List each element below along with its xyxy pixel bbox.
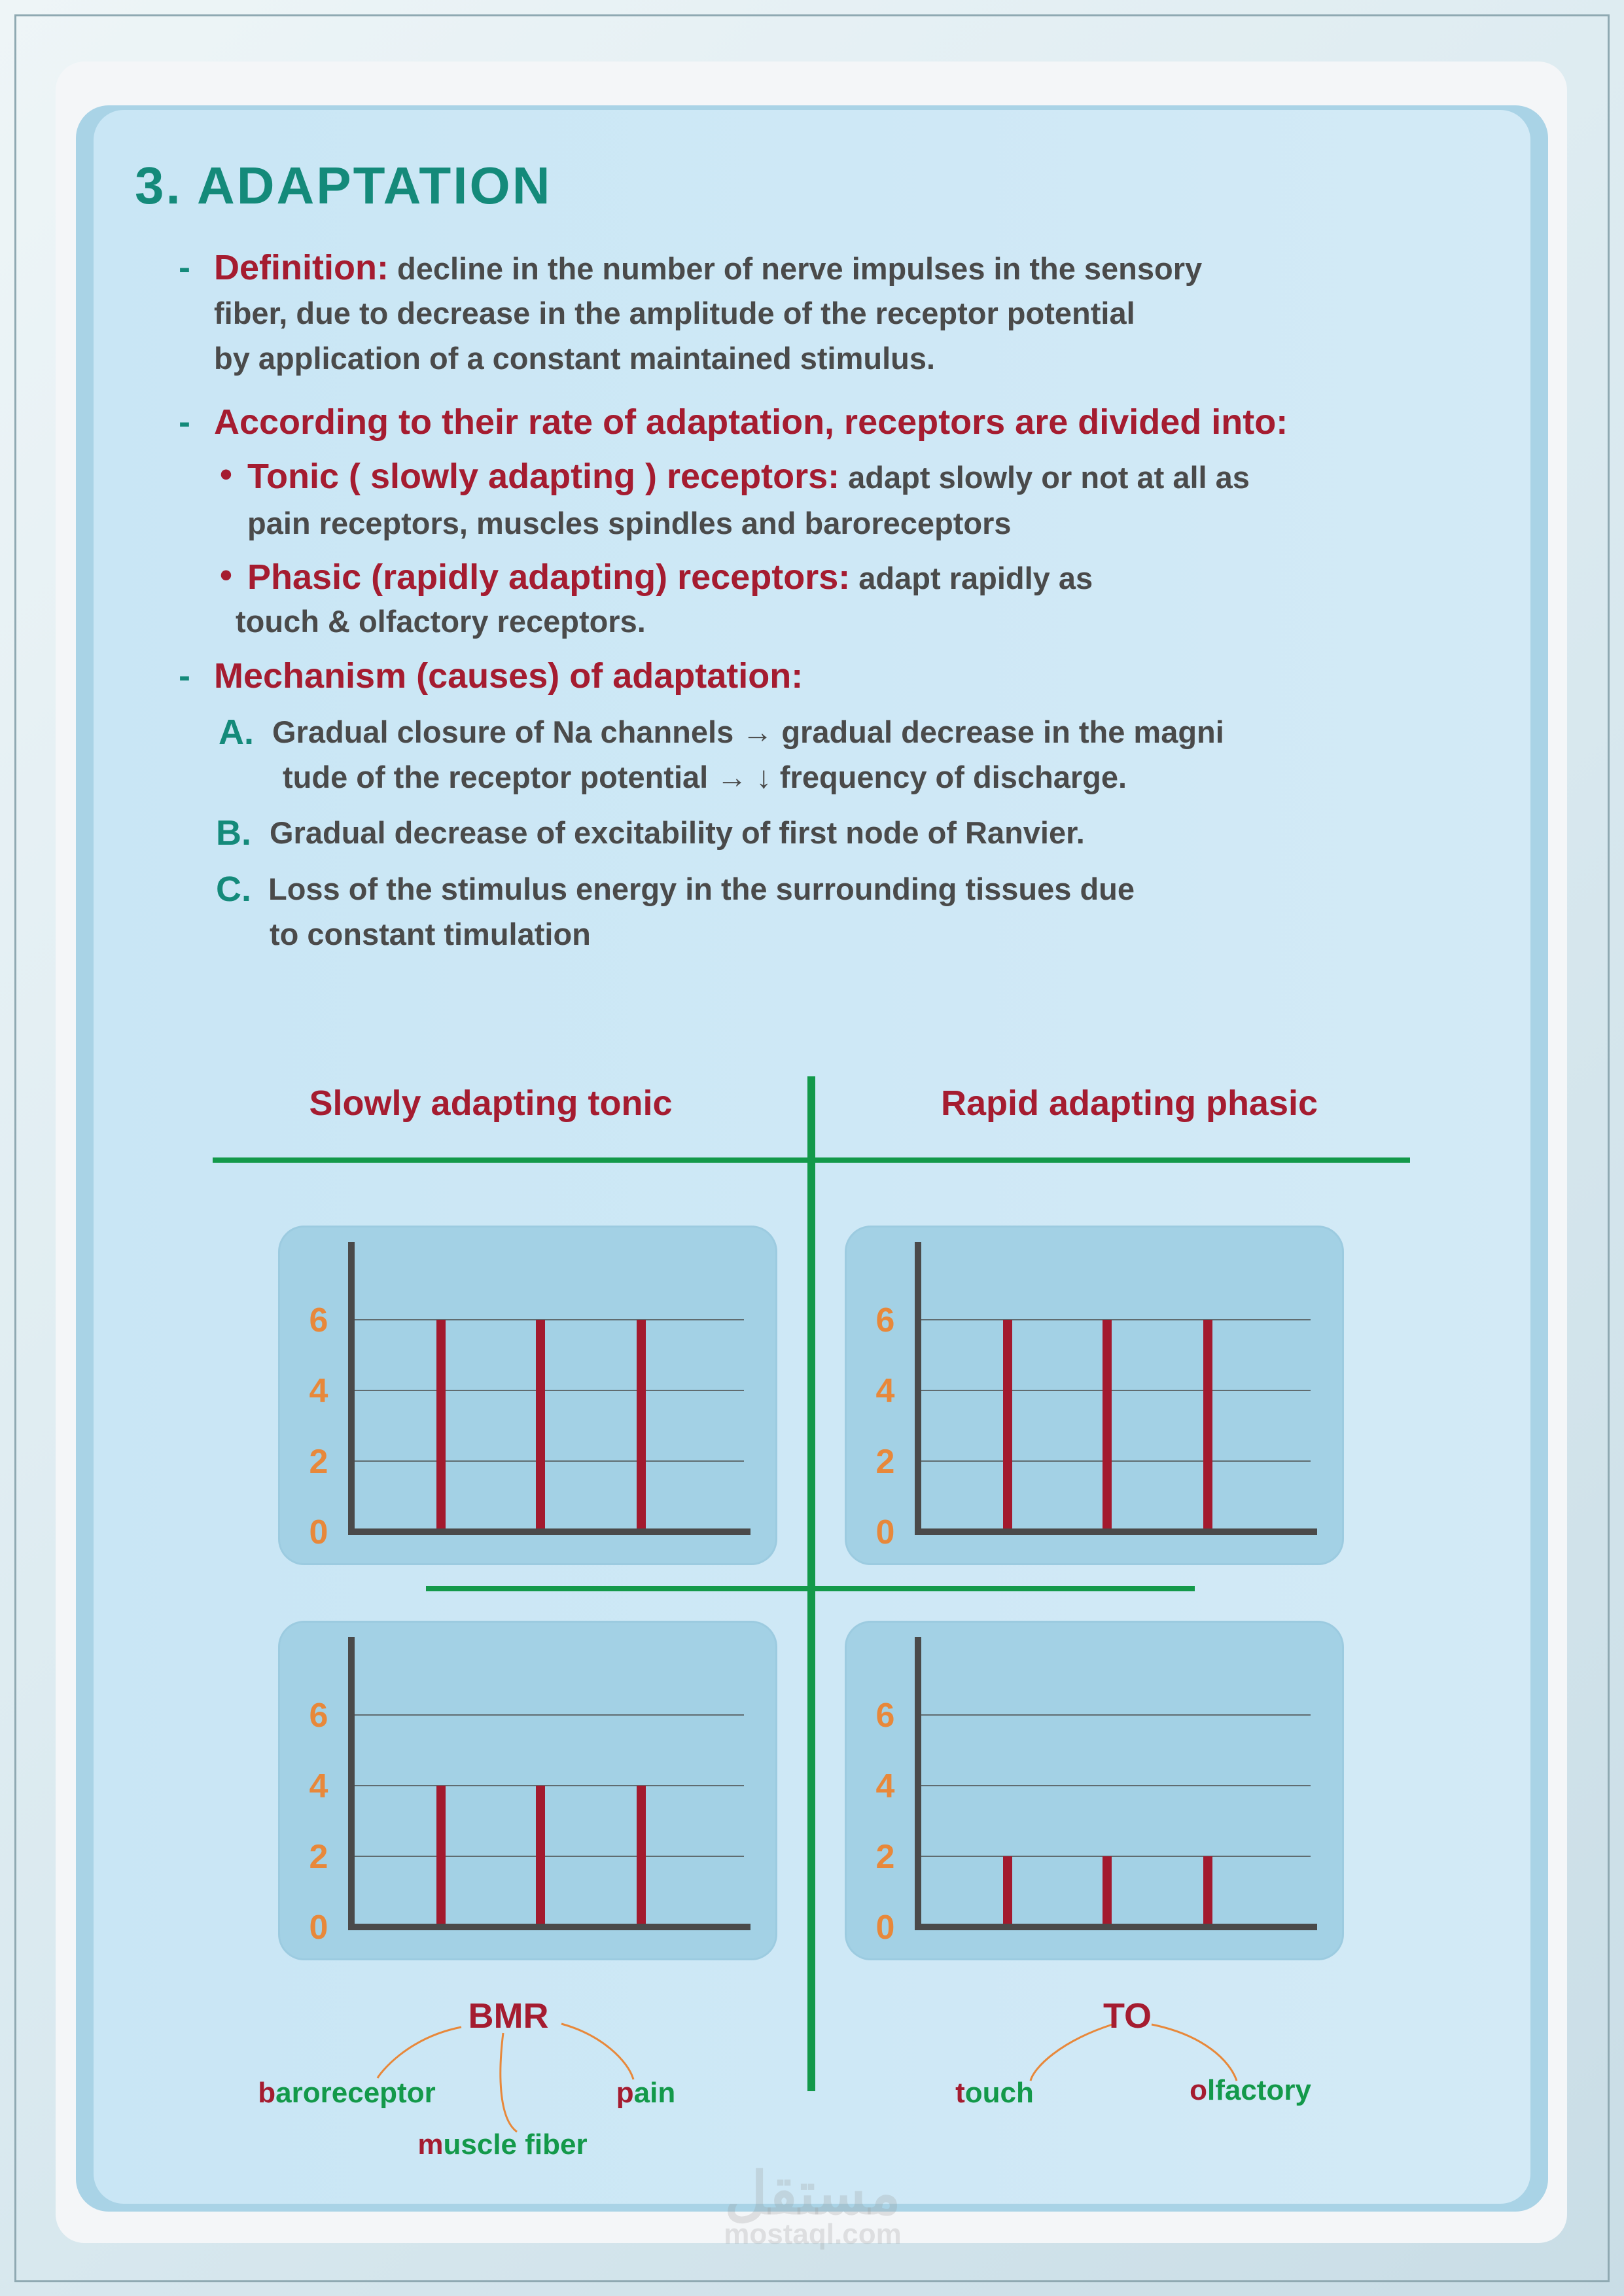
tonic-label: Tonic ( slowly adapting ) receptors: [247, 457, 840, 496]
column-heading-phasic: Rapid adapting phasic [940, 1084, 1318, 1123]
chart-phasic-later [876, 1637, 1317, 1947]
initial: m [417, 2128, 444, 2161]
bar-3 [637, 1320, 646, 1532]
classification-heading: According to their rate of adaptation, receptors are divided into: [214, 402, 1288, 442]
y-tick-label: 4 [875, 1767, 895, 1805]
initial: t [955, 2077, 965, 2109]
rest: lfactory [1207, 2074, 1311, 2106]
bar-1 [1003, 1856, 1012, 1927]
tonic-text: adapt slowly or not at all as [848, 460, 1250, 495]
mnemonic-baroreceptor [258, 2077, 435, 2110]
initial: b [258, 2077, 276, 2109]
bar-2 [536, 1320, 545, 1532]
dash: - [179, 248, 190, 287]
definition-text: decline in the number of nerve impulses in the sensory [397, 251, 1203, 286]
bar-1 [436, 1320, 446, 1532]
bar-3 [637, 1786, 646, 1927]
definition-label: Definition: [214, 248, 389, 287]
arrow-bmr-pain [561, 2024, 633, 2079]
phasic-line-2: touch & olfactory receptors. [236, 604, 646, 639]
watermark-logo-arabic: مستقل [724, 2161, 901, 2227]
dash: - [179, 656, 190, 696]
y-tick-label: 0 [309, 1513, 328, 1551]
bullet: • [220, 556, 232, 595]
mnemonic-arrows [378, 2024, 1237, 2132]
mnemonic-pain [616, 2077, 675, 2110]
y-tick-label: 0 [875, 1513, 895, 1551]
y-tick-label: 6 [875, 1301, 895, 1339]
chart-tonic-initial [309, 1242, 750, 1551]
y-tick-label: 6 [309, 1697, 328, 1735]
y-tick-label: 2 [309, 1838, 328, 1876]
chart-phasic-initial [876, 1242, 1317, 1551]
bar-3 [1203, 1856, 1212, 1927]
y-tick-label: 2 [309, 1443, 328, 1481]
tonic-line-2: pain receptors, muscles spindles and baroreceptors [247, 506, 1012, 540]
y-tick-label: 4 [875, 1372, 895, 1410]
y-tick-label: 6 [875, 1697, 895, 1735]
mnemonic-touch [955, 2077, 1034, 2110]
item-letter: C. [216, 870, 251, 909]
bar-2 [1103, 1856, 1112, 1927]
bar-3 [1203, 1320, 1212, 1532]
arrow-to-olfactory [1152, 2024, 1237, 2081]
arrow-to-touch [1031, 2024, 1112, 2081]
phasic-label: Phasic (rapidly adapting) receptors: [247, 557, 851, 597]
y-tick-label: 0 [309, 1909, 328, 1947]
y-tick-label: 4 [309, 1767, 328, 1805]
bar-1 [436, 1786, 446, 1927]
bar-2 [536, 1786, 545, 1927]
mnemonic-muscle-fiber [417, 2128, 587, 2161]
column-heading-tonic: Slowly adapting tonic [309, 1084, 673, 1123]
rest: aroreceptor [275, 2077, 436, 2109]
initial: p [616, 2077, 634, 2109]
bar-1 [1003, 1320, 1012, 1532]
y-tick-label: 4 [309, 1372, 328, 1410]
rest: ouch [964, 2077, 1034, 2109]
y-tick-label: 6 [309, 1301, 328, 1339]
rest: uscle fiber [443, 2128, 588, 2161]
item-letter: A. [219, 713, 254, 752]
mechanism-a-line-1: Gradual closure of Na channels → gradual decrease in the magni [272, 715, 1224, 749]
initial: o [1190, 2074, 1207, 2106]
phasic-text: adapt rapidly as [858, 561, 1093, 595]
bar-2 [1103, 1320, 1112, 1532]
dash: - [179, 402, 190, 442]
chart-tonic-later [309, 1637, 750, 1947]
mechanism-c-line-2: to constant timulation [270, 917, 591, 951]
mechanism-a-line-2: tude of the receptor potential → ↓ frequency of discharge. [283, 760, 1127, 794]
mnemonic-olfactory [1190, 2074, 1311, 2107]
item-letter: B. [216, 813, 251, 853]
watermark-logo-latin: mostaql.com [724, 2218, 902, 2250]
rest: ain [633, 2077, 676, 2109]
y-tick-label: 0 [875, 1909, 895, 1947]
y-tick-label: 2 [875, 1838, 895, 1876]
definition-line-3: by application of a constant maintained stimulus. [214, 341, 936, 376]
arrow-bmr-muscle [501, 2033, 517, 2132]
arrow-bmr-baroreceptor [378, 2027, 461, 2078]
mechanism-b-line-1: Gradual decrease of excitability of first node of Ranvier. [270, 815, 1085, 850]
page-title: 3. ADAPTATION [135, 156, 552, 215]
mechanism-heading: Mechanism (causes) of adaptation: [214, 656, 803, 696]
mnemonic-root-to: TO [1103, 1996, 1152, 2036]
definition-line-2: fiber, due to decrease in the amplitude of the receptor potential [214, 296, 1135, 330]
mechanism-c-line-1: Loss of the stimulus energy in the surrounding tissues due [268, 872, 1135, 906]
mnemonic-root-bmr: BMR [468, 1996, 549, 2036]
bullet: • [220, 455, 232, 494]
y-tick-label: 2 [875, 1443, 895, 1481]
